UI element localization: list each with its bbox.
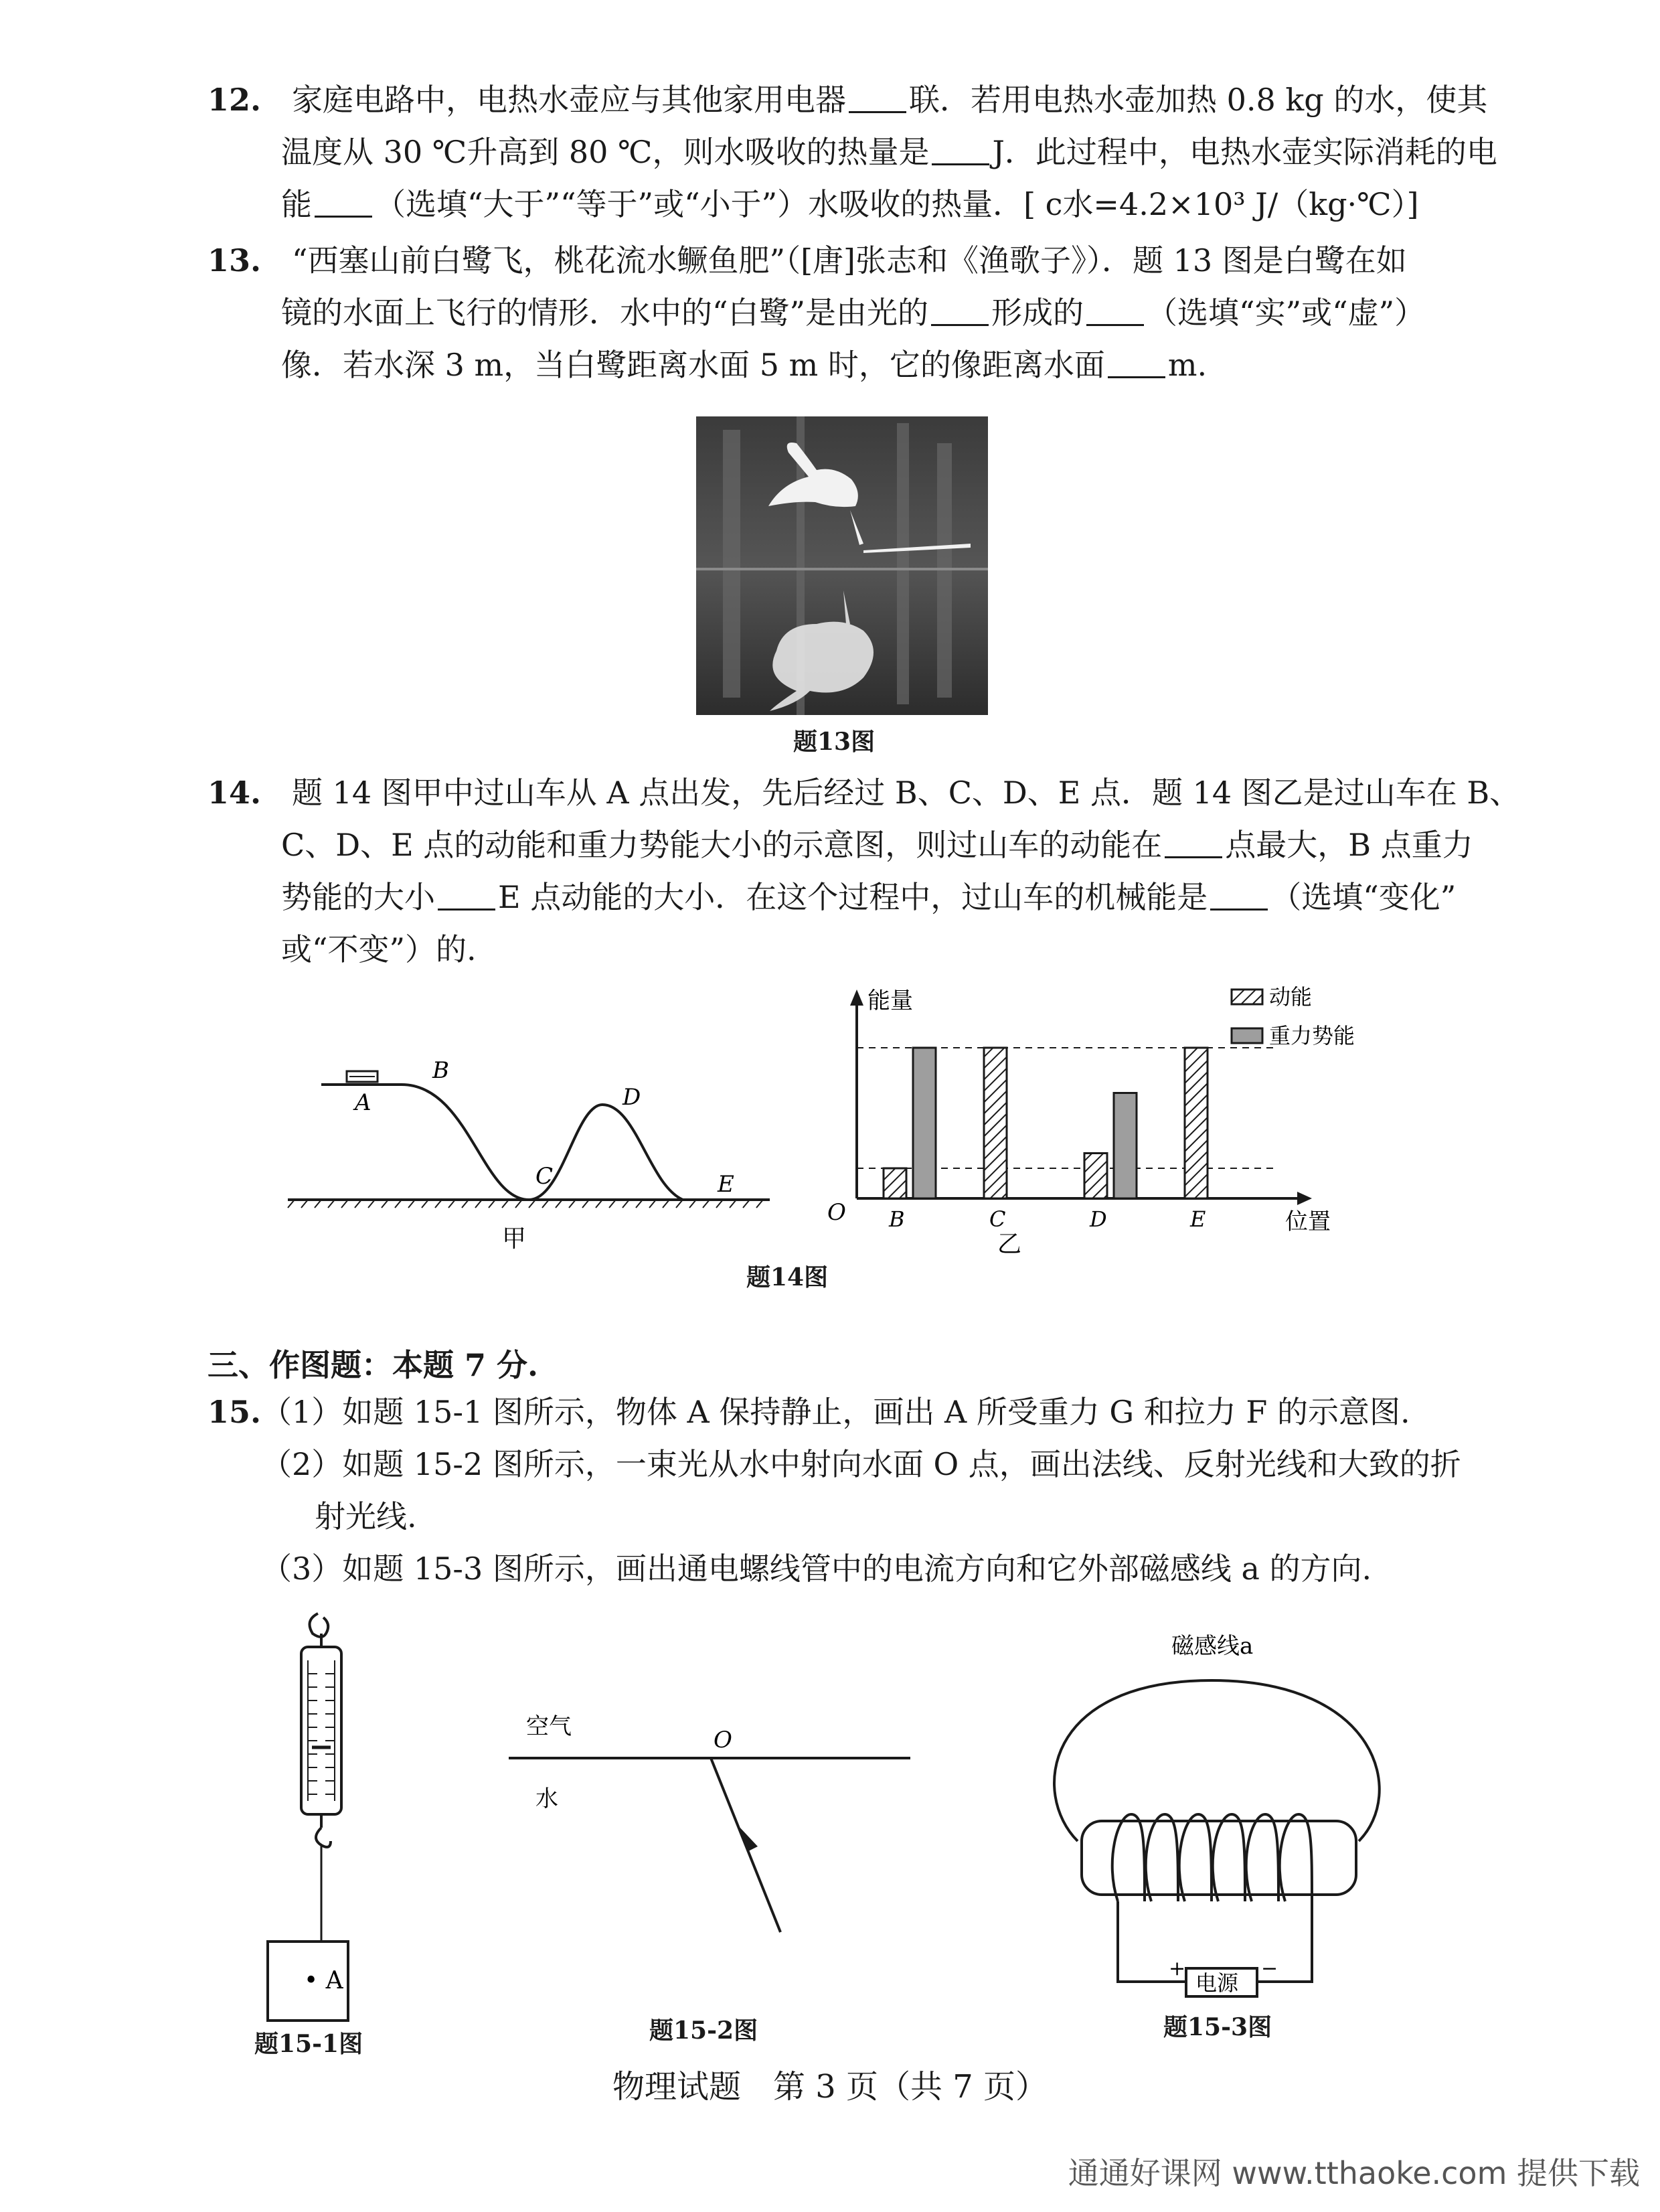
answer-blank[interactable] xyxy=(932,137,989,165)
point-c-label: C xyxy=(535,1163,554,1190)
answer-blank[interactable] xyxy=(1108,349,1165,378)
origin-label: O xyxy=(827,1199,846,1226)
section-3-title: 三、作图题：本题 7 分. xyxy=(208,1347,539,1383)
question-number: 14. xyxy=(208,775,262,811)
point-d-label: D xyxy=(622,1084,641,1111)
bar-E-kinetic xyxy=(1185,1048,1208,1198)
question-number: 13. xyxy=(208,242,262,279)
bar-B-kinetic xyxy=(884,1168,906,1198)
figure-14-caption: 题14图 xyxy=(746,1263,829,1291)
figure-15-1-caption: 题15-1图 xyxy=(254,2030,363,2058)
legend-swatch-potential xyxy=(1232,1028,1262,1043)
figure-15-2 xyxy=(495,1694,924,1948)
question-15: 15.（1）如题 15-1 图所示，物体 A 保持静止，画出 A 所受重力 G 和拉力 F 的示意图. （2）如题 15-2 图所示，一束光从水中射向水面 O 点，画出法线、反射光线和大致的折 射光线. （3）如题 15-3 图所示，画出通电螺线管中的电流方向和它外部磁感线 a 的方向. xyxy=(208,1394,1461,1587)
watermark: 通通好课网 www.tthaoke.com 提供下载 xyxy=(1068,2155,1640,2191)
egret-photo xyxy=(696,416,988,715)
bar-C-kinetic xyxy=(984,1048,1007,1198)
chart-legend xyxy=(1232,984,1355,1048)
point-o-label: O xyxy=(714,1727,732,1753)
tick-label-C: C xyxy=(989,1206,1006,1232)
x-axis-label: 位置 xyxy=(1285,1208,1331,1235)
legend-potential: 重力势能 xyxy=(1269,1023,1355,1048)
point-b-label: B xyxy=(432,1057,449,1084)
negative-terminal: − xyxy=(1261,1957,1278,1980)
legend-kinetic: 动能 xyxy=(1269,984,1313,1010)
figure-b-label: 乙 xyxy=(997,1231,1022,1258)
tick-label-B: B xyxy=(889,1206,905,1232)
bar-B-potential xyxy=(913,1048,936,1198)
answer-blank[interactable] xyxy=(1086,297,1144,326)
answer-blank[interactable] xyxy=(931,297,989,326)
y-axis-label: 能量 xyxy=(867,988,913,1014)
legend-swatch-kinetic xyxy=(1232,990,1262,1004)
point-a-label: A xyxy=(355,1089,371,1116)
energy-bar-chart xyxy=(797,971,1399,1259)
figure-15-3-caption: 题15-3图 xyxy=(1163,2013,1272,2041)
question-12: 12. 家庭电路中，电热水壶应与其他家用电器 联．若用电热水壶加热 0.8 kg 的水，使其 温度从 30 ℃升高到 80 ℃，则水吸收的热量是 J．此过程中，电热水壶实际消耗的电 能 （选填“大于”“等于”或“小于”）水吸收的热量．[ c水=4.2×10³ J/（kg·℃）] xyxy=(208,82,1497,222)
question-13: 13. “西塞山前白鹭飞，桃花流水鳜鱼肥”（[唐]张志和《渔歌子》）．题 13 图是白鹭在如 镜的水面上飞行的情形．水中的“白鹭”是由光的 形成的 （选填“实”或“虚”） 像．若水深 3 m，当白鹭距离水面 5 m 时，它的像距离水面 m. xyxy=(208,242,1426,383)
point-e-label: E xyxy=(718,1171,734,1198)
answer-blank[interactable] xyxy=(849,84,906,113)
ray-arrow xyxy=(738,1825,758,1852)
figure-15-1 xyxy=(254,1607,402,2029)
air-label: 空气 xyxy=(526,1713,572,1740)
page-footer: 物理试题 第 3 页（共 7 页） xyxy=(612,2068,1048,2106)
answer-blank[interactable] xyxy=(1165,830,1222,858)
bar-D-kinetic xyxy=(1084,1154,1107,1199)
figure-15-2-caption: 题15-2图 xyxy=(649,2017,758,2045)
power-source-label: 电源 xyxy=(1195,1970,1239,1996)
answer-blank[interactable] xyxy=(1210,882,1268,911)
figure-a-label: 甲 xyxy=(502,1225,527,1253)
answer-blank[interactable] xyxy=(315,189,372,218)
field-line-label: 磁感线a xyxy=(1171,1633,1254,1660)
question-number: 12. xyxy=(208,82,262,118)
roller-coaster-track xyxy=(281,1051,790,1259)
figure-13-caption: 题13图 xyxy=(793,728,876,756)
tick-label-E: E xyxy=(1190,1206,1206,1232)
figure-15-3 xyxy=(1031,1620,1419,2022)
tick-label-D: D xyxy=(1090,1206,1107,1232)
answer-blank[interactable] xyxy=(438,882,495,911)
water-label: 水 xyxy=(535,1786,558,1812)
block-a-label: • A xyxy=(304,1967,343,1994)
magnetic-field-line xyxy=(1054,1680,1380,1841)
positive-terminal: + xyxy=(1169,1957,1186,1980)
bar-D-potential xyxy=(1114,1093,1137,1199)
question-number: 15. xyxy=(208,1394,262,1430)
question-14: 14. 题 14 图甲中过山车从 A 点出发，先后经过 B、C、D、E 点．题 14 图乙是过山车在 B、 C、D、E 点的动能和重力势能大小的示意图，则过山车的动能在 点最大，B 点重力 势能的大小 E 点动能的大小．在这个过程中，过山车的机械能是 （选填“变化” 或“不变”）的. xyxy=(208,775,1521,967)
